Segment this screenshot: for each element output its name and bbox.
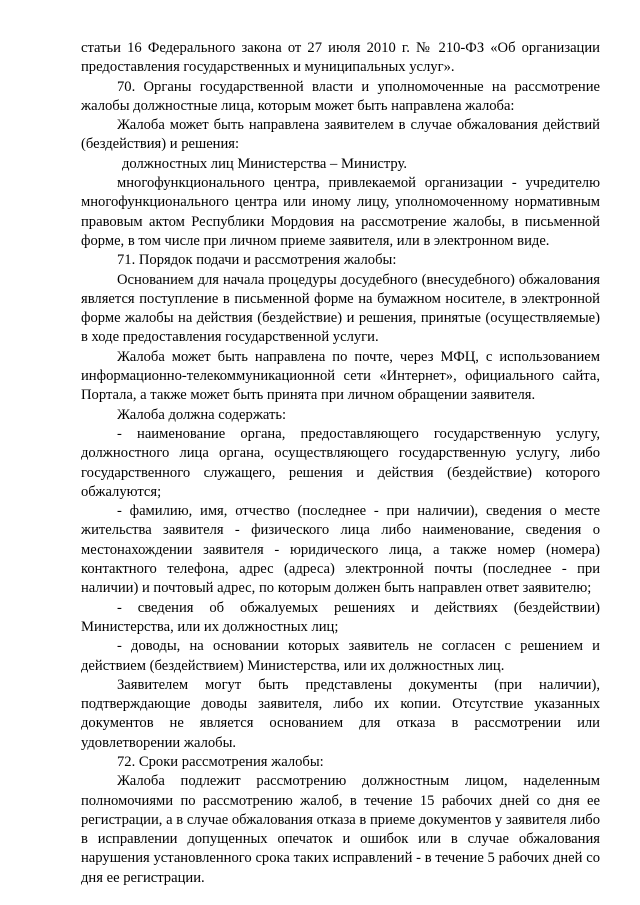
paragraph-72-heading: 72. Сроки рассмотрения жалобы: (117, 753, 324, 770)
paragraph-complaint-direction: Жалоба может быть направлена заявителем в случае обжалования действий (бездействия) и решения: (81, 117, 600, 153)
list-item-authority: - наименование органа, предоставляющего государственную услугу, должностного лица органа, осуществляющего государственную услугу, либо государственного служащего, решения и действия (бездействие) которого обжалуются; (81, 425, 600, 500)
paragraph-submission: Жалоба может быть направлена по почте, через МФЦ, с использованием информационно-телекоммуникационной сети «Интернет», официального сайта, Портала, а также может быть принята при личном обращении заявителя. (81, 348, 600, 404)
document-body (81, 39, 600, 888)
paragraph-70-heading: 70. Органы государственной власти и уполномоченные на рассмотрение жалобы должностные лица, которым может быть направлена жалоба: (81, 78, 600, 114)
paragraph-grounds: Основанием для начала процедуры досудебного (внесудебного) обжалования является поступление в письменной форме на бумажном носителе, в электронной форме жалобы на действия (бездействие) и решения, принятые (осуществляемые) в ходе предоставления государственной услуги. (81, 271, 600, 346)
paragraph-contents-intro: Жалоба должна содержать: (117, 406, 287, 423)
list-item-arguments: - доводы, на основании которых заявитель не согласен с решением и действием (бездействием) Министерства, или их должностных лиц. (81, 638, 600, 674)
paragraph-ministry-officials: должностных лиц Министерства – Министру. (122, 155, 408, 172)
list-item-applicant-info: - фамилию, имя, отчество (последнее - при наличии), сведения о месте жительства заявителя - физического лица либо наименование, сведения о местонахождении заявителя - юридического лица, а также номер (номера) контактного телефона, адрес (адреса) электронной почты (последнее - при наличии) и почтовый адрес, по которым должен быть направлен ответ заявителю; (81, 503, 600, 597)
paragraph-mfc: многофункционального центра, привлекаемой организации - учредителю многофункционального центра или иному лицу, уполномоченному нормативным правовым актом Республики Мордовия на рассмотрение жалобы, в письменной форме, в том числе при личном приеме заявителя, или в электронном виде. (81, 175, 600, 249)
list-item-appealed-decisions: - сведения об обжалуемых решениях и действиях (бездействии) Министерства, или их должностных лиц; (81, 599, 600, 635)
paragraph-documents: Заявителем могут быть представлены документы (при наличии), подтверждающие доводы заявителя, либо их копии. Отсутствие указанных документов не является основанием для отказа в рассмотрении или удовлетворении жалобы. (81, 676, 600, 751)
paragraph-continuation: статьи 16 Федерального закона от 27 июля 2010 г. № 210-ФЗ «Об организации предоставления государственных и муниципальных услуг». (81, 40, 600, 76)
paragraph-review-terms: Жалоба подлежит рассмотрению должностным лицом, наделенным полномочиями по рассмотрению жалоб, в течение 15 рабочих дней со дня ее регистрации, а в случае обжалования отказа в приеме документов у заявителя либо в исправлении допущенных опечаток и ошибок или в случае обжалования нарушения установленного срока таких исправлений - в течение 5 рабочих дней со дня ее регистрации. (81, 773, 600, 886)
paragraph-71-heading: 71. Порядок подачи и рассмотрения жалобы: (117, 252, 397, 269)
